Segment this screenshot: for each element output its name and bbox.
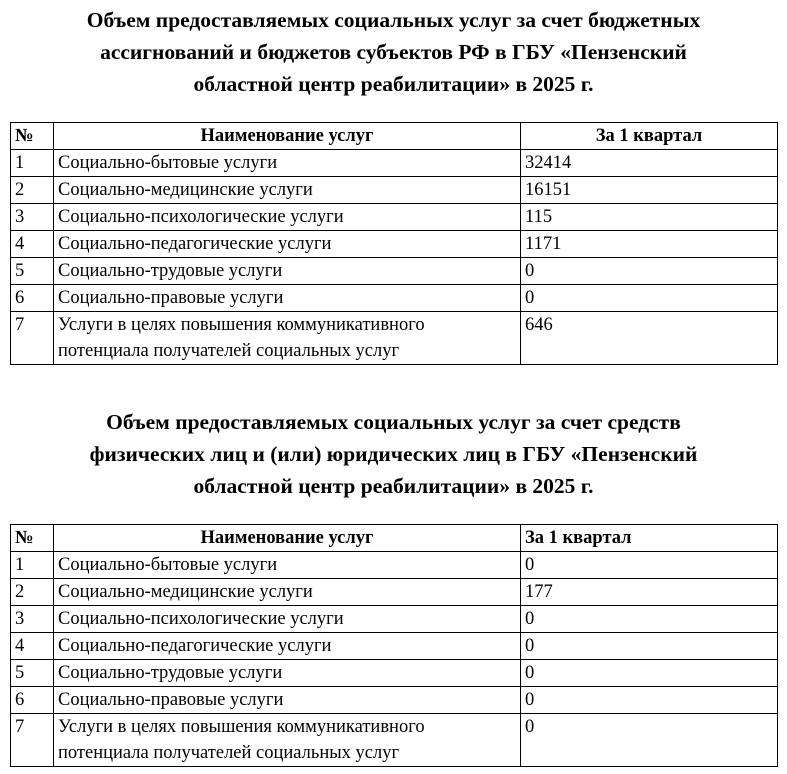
row-name-line: потенциала получателей социальных услуг [58, 743, 400, 763]
section1-title-line: ассигнований и бюджетов субъектов РФ в ГБУ «Пензенский [100, 40, 687, 64]
table-row [11, 285, 778, 312]
section1-title-line: областной центр реабилитации» в 2025 г. [193, 72, 594, 96]
section2-table [10, 524, 778, 767]
row-value: 0 [521, 687, 778, 714]
section2-title-line: физических лиц и (или) юридических лиц в ГБУ «Пензенский [89, 442, 698, 466]
header-value: За 1 квартал [521, 123, 778, 150]
row-name-line: Услуги в целях повышения коммуникативного [58, 315, 425, 335]
header-value: За 1 квартал [521, 525, 778, 552]
header-num: № [11, 123, 54, 150]
section2-title-line: областной центр реабилитации» в 2025 г. [193, 474, 594, 498]
table-row [11, 204, 778, 231]
row-num: 6 [11, 285, 54, 312]
row-name [54, 714, 521, 767]
row-value: 0 [521, 633, 778, 660]
row-name: Социально-правовые услуги [54, 285, 521, 312]
row-num: 1 [11, 150, 54, 177]
row-num: 3 [11, 606, 54, 633]
table-row [11, 579, 778, 606]
row-value: 0 [521, 258, 778, 285]
row-value: 16151 [521, 177, 778, 204]
row-name-line: Услуги в целях повышения коммуникативного [58, 717, 425, 737]
row-name: Социально-психологические услуги [54, 204, 521, 231]
row-num: 7 [11, 312, 54, 365]
row-num: 2 [11, 177, 54, 204]
row-name: Социально-трудовые услуги [54, 660, 521, 687]
row-name: Социально-педагогические услуги [54, 633, 521, 660]
row-name: Социально-медицинские услуги [54, 177, 521, 204]
table-row [11, 660, 778, 687]
row-num: 3 [11, 204, 54, 231]
table-row [11, 633, 778, 660]
row-value: 1171 [521, 231, 778, 258]
row-name: Социально-психологические услуги [54, 606, 521, 633]
row-name: Социально-бытовые услуги [54, 552, 521, 579]
table-row [11, 714, 778, 767]
header-name: Наименование услуг [54, 525, 521, 552]
table-header-row [11, 525, 778, 552]
row-num: 4 [11, 633, 54, 660]
row-value: 0 [521, 660, 778, 687]
row-name: Социально-правовые услуги [54, 687, 521, 714]
row-value: 115 [521, 204, 778, 231]
row-name: Социально-педагогические услуги [54, 231, 521, 258]
table-row [11, 312, 778, 365]
section1-title [0, 4, 787, 100]
row-value: 0 [521, 606, 778, 633]
row-value: 177 [521, 579, 778, 606]
section2-title-line: Объем предоставляемых социальных услуг за счет средств [106, 410, 681, 434]
row-num: 5 [11, 258, 54, 285]
table-header-row [11, 123, 778, 150]
row-num: 1 [11, 552, 54, 579]
row-num: 7 [11, 714, 54, 767]
row-name: Социально-медицинские услуги [54, 579, 521, 606]
row-name: Социально-бытовые услуги [54, 150, 521, 177]
section2-title [0, 406, 787, 502]
row-num: 4 [11, 231, 54, 258]
row-value: 0 [521, 285, 778, 312]
table-row [11, 177, 778, 204]
section1-table [10, 122, 778, 365]
row-value: 0 [521, 552, 778, 579]
row-value: 0 [521, 714, 778, 767]
table-row [11, 687, 778, 714]
row-name [54, 312, 521, 365]
row-num: 5 [11, 660, 54, 687]
row-name: Социально-трудовые услуги [54, 258, 521, 285]
table-row [11, 606, 778, 633]
table-row [11, 552, 778, 579]
row-name-line: потенциала получателей социальных услуг [58, 341, 400, 361]
row-value: 646 [521, 312, 778, 365]
section1-title-line: Объем предоставляемых социальных услуг за счет бюджетных [86, 8, 701, 32]
row-value: 32414 [521, 150, 778, 177]
table-row [11, 231, 778, 258]
table-row [11, 150, 778, 177]
row-num: 6 [11, 687, 54, 714]
header-num: № [11, 525, 54, 552]
header-name: Наименование услуг [54, 123, 521, 150]
row-num: 2 [11, 579, 54, 606]
table-row [11, 258, 778, 285]
